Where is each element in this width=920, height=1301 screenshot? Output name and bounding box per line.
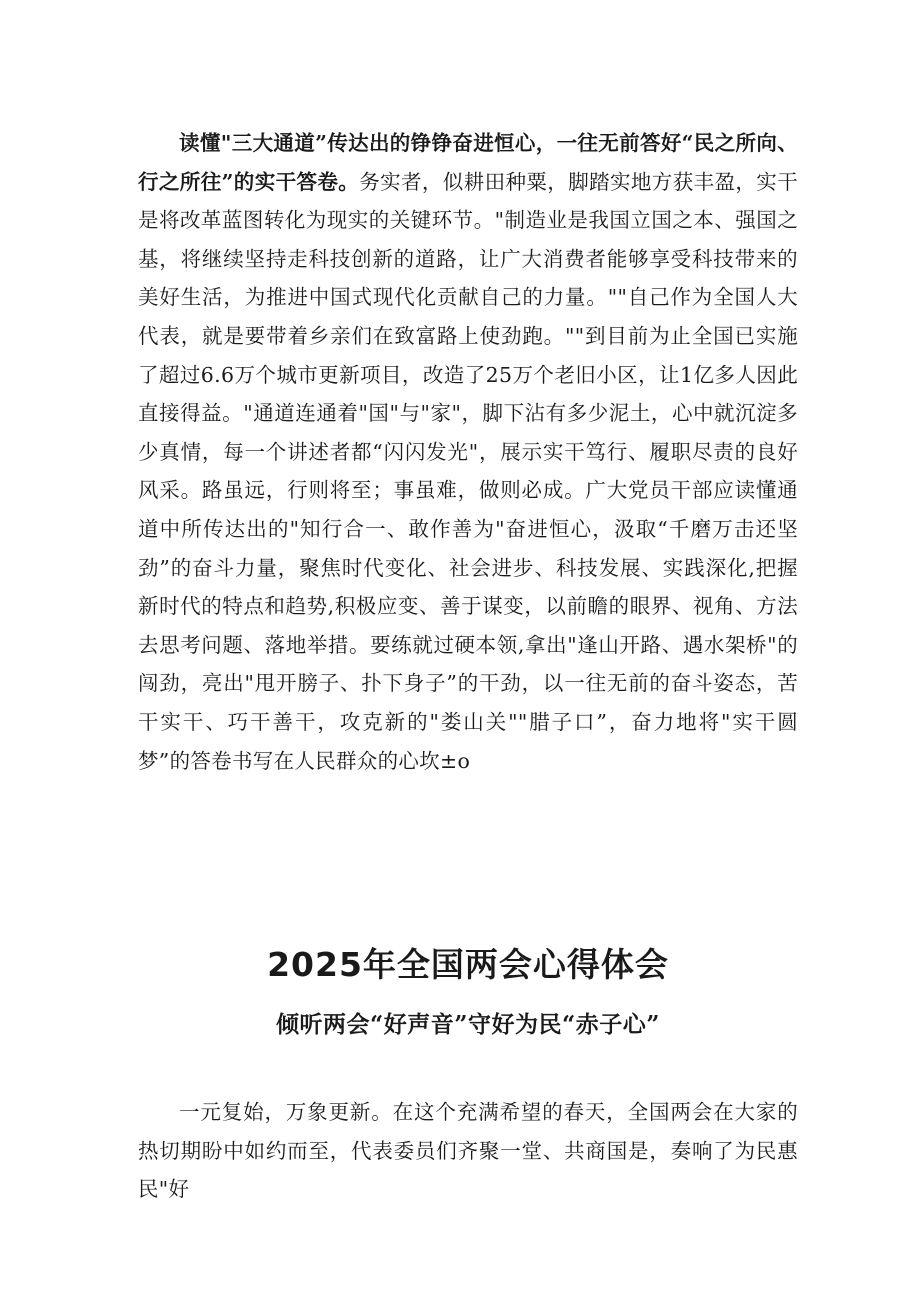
body-paragraph (138, 124, 798, 780)
document-subtitle: 倾听两会“好声音”守好为民“赤子心” (276, 1011, 660, 1038)
paragraph-lead-sentence: 读懂"三大通道”传达出的铮铮奋进恒心，一往无前答好“民之所向、行之所往”的实干答卷。 (138, 131, 798, 194)
document-title: 2025年全国两会心得体会 (267, 945, 669, 984)
intro-paragraph: 一元复始，万象更新。在这个充满希望的春天，全国两会在大家的热切期盼中如约而至，代表委员们齐聚一堂、共商国是，奏响了为民惠民"好 (138, 1100, 798, 1202)
paragraph-body-text: 务实者，似耕田种粟，脚踏实地方获丰盈，实干是将改革蓝图转化为现实的关键环节。"制造业是我国立国之本、强国之基，将继续坚持走科技创新的道路，让广大消费者能够享受科技带来的美好生活，为推进中国式现代化贡献自己的力量。""自己作为全国人大代表，就是要带着乡亲们在致富路上使劲跑。""到目前为止全国已实施了超过6.6万个城市更新项目，改造了25万个老旧小区，让1亿多人因此直接得益。"通道连通着"国"与"家"，脚下沾有多少泥土，心中就沉淀多少真情，每一个讲述者都“闪闪发光"，展示实干笃行、履职尽责的良好风采。路虽远，行则将至；事虽难，做则必成。广大党员干部应读懂通道中所传达出的"知行合一、敢作善为"奋进恒心，汲取“千磨万击还坚劲”的奋斗力量，聚焦时代变化、社会进步、科技发展、实践深化,把握新时代的特点和趋势,积极应变、善于谋变，以前瞻的眼界、视角、方法去思考问题、落地举措。要练就过硬本领,拿出"逢山开路、遇水架桥"的闯劲，亮出"甩开膀子、扑下身子”的干劲，以一往无前的奋斗姿态，苦干实干、巧干善干，攻克新的"娄山关""腊子口”，奋力地将"实干圆梦”的答卷书写在人民群众的心坎±o (138, 169, 798, 773)
